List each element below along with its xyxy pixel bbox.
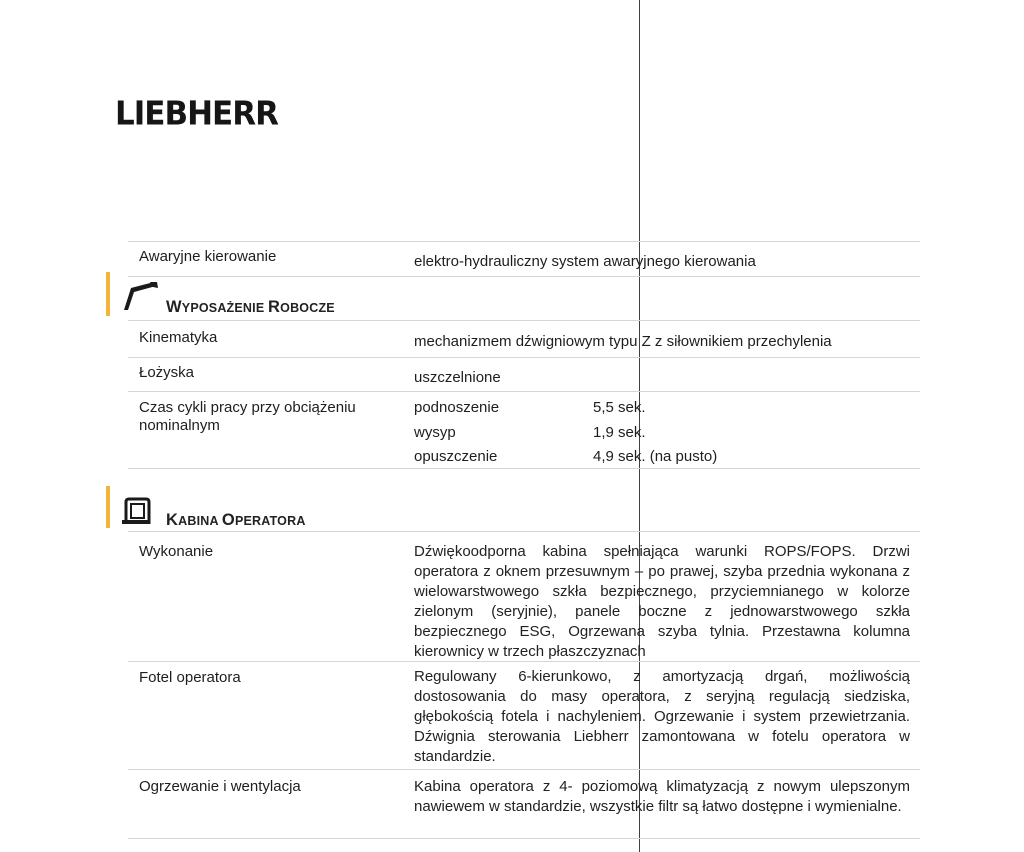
- seat-description: Regulowany 6-kierunkowo, z amortyzacją drgań, możliwością dostosowania do masy operatora, z seryjną regulacją siedziska, głębokością fotela i nachyleniem. Ogrzewanie i system przewietrzania. Dźwignia sterowania Liebherr zamontowana w fotelu operatora w standardzie.: [414, 668, 910, 765]
- boom-arm-icon: [120, 280, 160, 312]
- seat-label: Fotel operatora: [139, 669, 241, 686]
- cycle-label: Czas cykli pracy przy obciążeniu: [139, 399, 356, 416]
- heating-label: Ogrzewanie i wentylacja: [139, 778, 301, 795]
- divider: [128, 838, 920, 839]
- cycle-op-lower: opuszczenie: [414, 448, 498, 465]
- divider: [128, 769, 920, 770]
- cab-icon: [120, 496, 152, 526]
- section-accent-bar: [106, 486, 110, 528]
- kinematics-value: mechanizmem dźwigniowym typu Z z siłownikiem przechylenia: [414, 333, 832, 350]
- divider: [128, 357, 920, 358]
- divider: [128, 531, 920, 532]
- cycle-time-dump: 1,9 sek.: [593, 424, 646, 441]
- divider: [128, 241, 920, 242]
- divider: [128, 276, 920, 277]
- section-accent-bar: [106, 272, 110, 316]
- section-title-cabin: KABINA OPERATORA: [166, 511, 306, 529]
- bearings-label: Łożyska: [139, 364, 195, 381]
- kinematics-label: Kinematyka: [139, 329, 218, 346]
- emergency-label: Awaryjne kierowanie: [139, 248, 277, 265]
- divider: [128, 468, 920, 469]
- cycle-time-lower: 4,9 sek. (na pusto): [593, 448, 718, 465]
- liebherr-logo: LIEBHERR: [115, 95, 278, 133]
- cycle-time-lift: 5,5 sek.: [593, 399, 646, 416]
- bearings-value: uszczelnione: [414, 369, 501, 386]
- section-title-equipment: WYPOSAŻENIE ROBOCZE: [166, 298, 335, 316]
- cycle-op-lift: podnoszenie: [414, 399, 500, 416]
- cycle-label-continued: nominalnym: [139, 417, 220, 434]
- divider: [128, 320, 920, 321]
- emergency-value: elektro-hydrauliczny system awaryjnego kierowania: [414, 253, 756, 270]
- execution-description: Dźwiękoodporna kabina spełniająca warunki ROPS/FOPS. Drzwi operatora z oknem przesuwnym – po prawej, szyba przednia wykonana z wielowarstwowego szkła bezpiecznego, przyciemnianego w kolorze zielonym (seryjnie), panele boczne z jednowarstwowego szkła bezpiecznego ESG, Ogrzewana szyba tylnia. Przestawna kolumna kierownicy w trzech płaszczyznach: [414, 543, 910, 660]
- execution-label: Wykonanie: [139, 543, 214, 560]
- cycle-op-dump: wysyp: [414, 424, 456, 441]
- divider: [128, 391, 920, 392]
- heating-description: Kabina operatora z 4- poziomową klimatyzacją z nowym ulepszonym nawiewem w standardzie, wszystkie filtr są łatwo dostępne i wymienialne.: [414, 778, 910, 815]
